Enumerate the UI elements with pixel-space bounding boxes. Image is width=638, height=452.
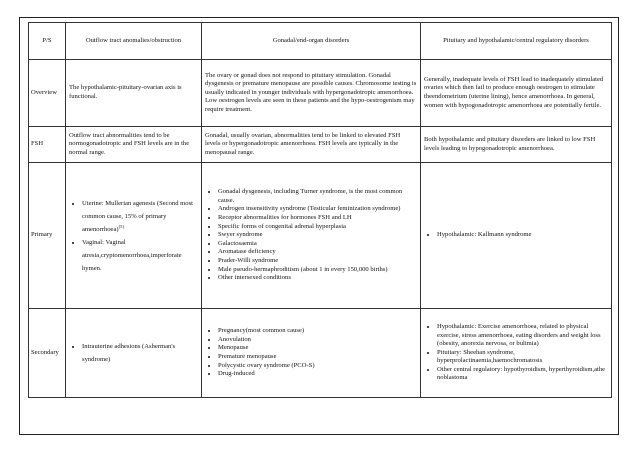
row-label-primary: Primary [29,163,66,309]
list-item: • Polycystic ovary syndrome (PCO-S) [218,362,417,371]
list-item: • Receptor abnormalities for hormones FSH and LH [218,214,417,223]
row-label-overview: Overview [29,60,66,127]
list-item: • Drug-induced [218,370,417,379]
cell-fsh-outflow: Outflow tract abnormalities tend to be normogonadotropic and FSH levels are in the normal range. [66,127,202,163]
header-pituitary: Pituitary and hypothalamic/central regulatory disorders [421,23,612,60]
list-item: • Other intersexed conditions [218,274,417,283]
cell-secondary-gonadal [202,309,421,398]
cell-primary-pituitary [421,163,612,309]
header-gonadal: Gonadal/end-organ disorders [202,23,421,60]
list-item: • Other central regulatory: hypothyroidism, hyperthyroidism,athe noblastoma [437,366,608,383]
list-item: • Male pseudo-hermaphroditism (about 1 in every 150,000 births) [218,266,417,275]
list-item: • Hypothalamic: Exercise amenorrhoea, related to physical exercise, stress amenorrhoea, eating disorders and weight loss (obesity, anorexia nervosa, or bulimia) [437,323,608,349]
list-item: • Swyer syndrome [218,231,417,240]
list-item: • Uterine: Mullerian agenesis (Second most common cause, 15% of primary amenorrhoea)[5] [82,197,199,236]
cell-overview-gonadal: The ovary or gonad does not respond to pituitary stimulation. Gonadal dysgenesis or premature menopause are possible causes. Chromosome testing is usually indicated in younger individuals with hypergonadotropic amenorrhoea. Low oestrogen levels are seen in these patients and the hypo-oestrogenism may require treatment. [202,60,421,127]
list-item: • Vaginal: Vaginal atresia,cryptomenorrhoea,imperforate hymen. [82,236,199,275]
cell-overview-outflow: The hypothalamic-pituitary-ovarian axis is functional. [66,60,202,127]
list-item: • Aromatase deficiency [218,248,417,257]
list-item: • Pituitary: Sheehan syndrome, hyperprolactinaemia,haemochromatosis [437,349,608,366]
amenorrhoea-classification-table [28,22,612,398]
list-item: • Specific forms of congenital adrenal hyperplasia [218,223,417,232]
list-item: • Prader-Willi syndrome [218,257,417,266]
list-item: • Gonadal dysgenesis, including Turner syndrome, is the most common cause. [218,188,417,205]
header-outflow: Outflow tract anomalies/obstruction [66,23,202,60]
table-row-primary [29,163,612,309]
table-row-fsh [29,127,612,163]
list-item: • Menopause [218,344,417,353]
row-label-secondary: Secondary [29,309,66,398]
cell-fsh-gonadal: Gonadal, usually ovarian, abnormalities tend to be linked to elevated FSH levels or hypergonadotropic amenorrhoea. FSH levels are typically in the menopausal range. [202,127,421,163]
cell-primary-outflow [66,163,202,309]
cell-fsh-pituitary: Both hypothalamic and pituitary disorders are linked to low FSH levels leading to hypogonadotropic amenorrhoea. [421,127,612,163]
list-item: • Hypothalamic: Kallmann syndrome [437,231,608,240]
reference-marker: [5] [118,223,124,229]
list-item: • Intrauterine adhesions (Asherman's syndrome) [82,340,199,366]
cell-overview-pituitary: Generally, inadequate levels of FSH lead to inadequately stimulated ovaries which then fail to produce enough oestrogen to stimulate theendometrium (uterine lining), hence amenorrhoea. In general, women with hypogonadotropic amenorrhoea are potentially fertile. [421,60,612,127]
cell-secondary-outflow [66,309,202,398]
list-item: • Pregnancy(most common cause) [218,327,417,336]
table-row-overview [29,60,612,127]
header-ps: P/S [29,23,66,60]
list-item: • Galactosaemia [218,240,417,249]
cell-secondary-pituitary [421,309,612,398]
cell-primary-gonadal [202,163,421,309]
header-row [29,23,612,60]
row-label-fsh: FSH [29,127,66,163]
table-row-secondary [29,309,612,398]
list-item: • Premature menopause [218,353,417,362]
list-item: • Androgen insensitivity syndrome (Testicular feminization syndrome) [218,205,417,214]
list-item: • Anovulation [218,336,417,345]
